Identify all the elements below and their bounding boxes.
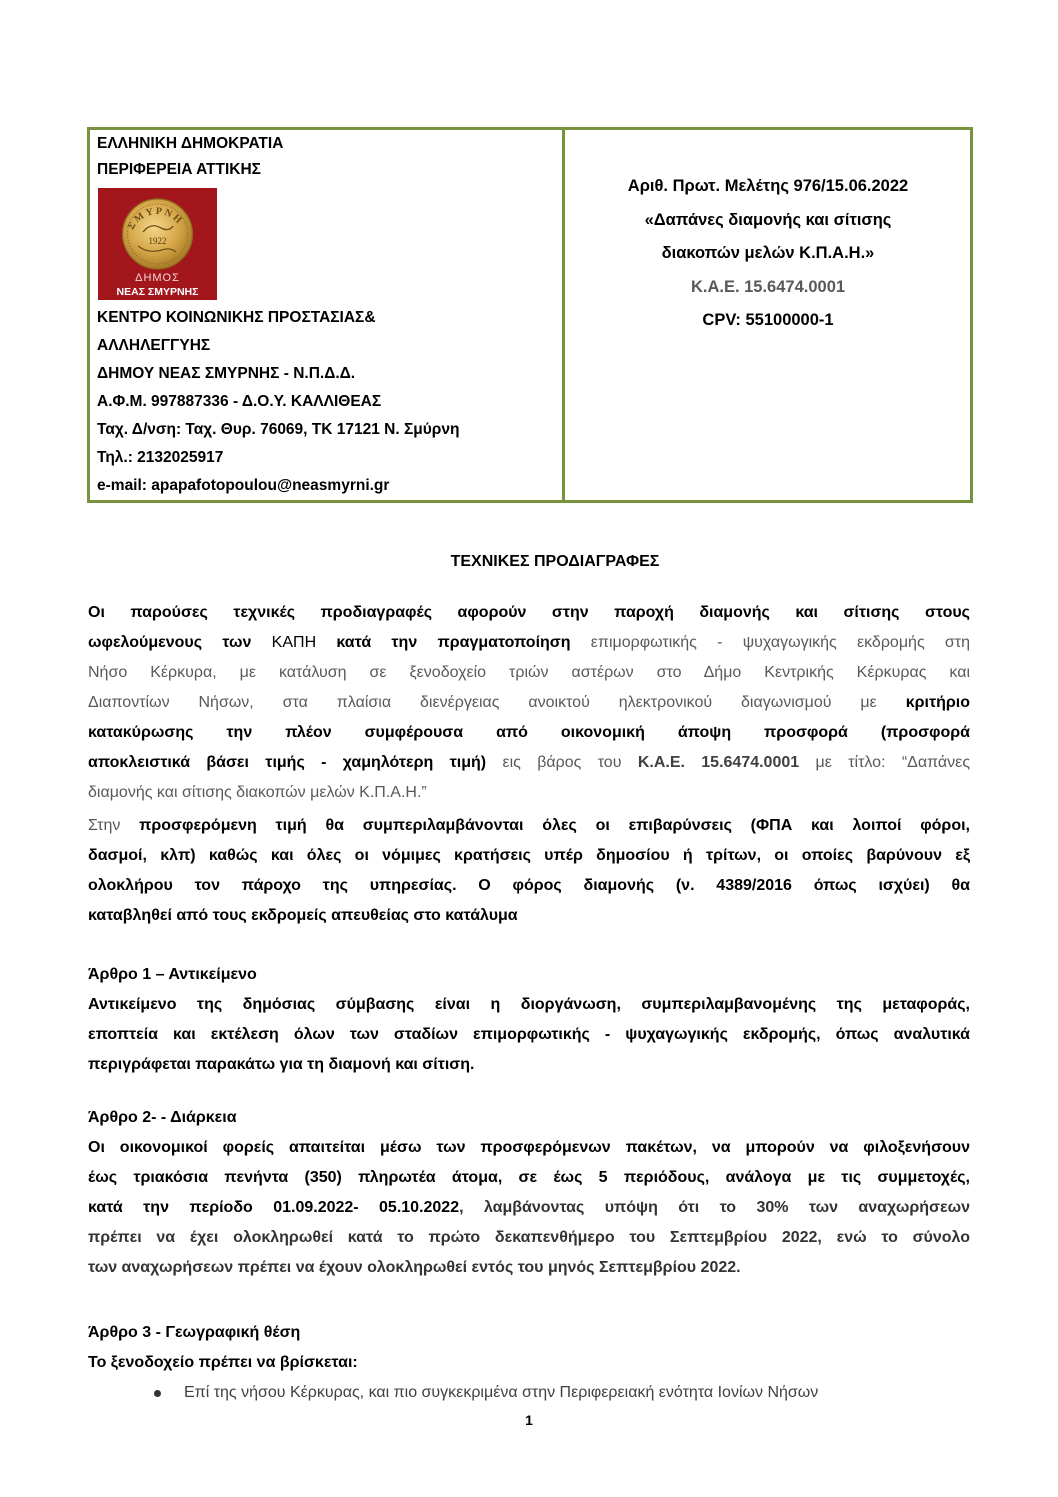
paragraph-line bbox=[88, 1133, 970, 1163]
bullet-list-item bbox=[88, 1378, 970, 1408]
paragraph-line bbox=[88, 1193, 970, 1223]
protocol-number: Αριθ. Πρωτ. Μελέτης 976/15.06.2022 bbox=[627, 177, 909, 195]
intro-paragraph bbox=[88, 598, 970, 808]
paragraph-line bbox=[88, 718, 970, 748]
page-number: 1 bbox=[525, 1412, 533, 1428]
text-segment: Διαποντίων Νήσων, στα πλαίσια διενέργειας ανοικτού ηλεκτρονικού διαγωνισμού με bbox=[88, 694, 877, 711]
study-reference bbox=[566, 170, 970, 338]
text-segment: ΚΑΠΗ bbox=[271, 634, 317, 651]
text-segment: κατά την περίοδο bbox=[88, 1199, 253, 1216]
article-heading: Άρθρο 3 - Γεωγραφική θέση bbox=[88, 1324, 301, 1341]
text-segment: Νήσο Κέρκυρα, με κατάλυση σε ξενοδοχείο τριών αστέρων στο Δήμο Κεντρικής Κέρκυρας και bbox=[88, 664, 970, 681]
text-segment: Το ξενοδοχείο πρέπει να βρίσκεται: bbox=[88, 1354, 358, 1371]
text-segment: κριτήριο bbox=[905, 694, 970, 711]
article-heading: Άρθρο 1 – Αντικείμενο bbox=[88, 966, 257, 983]
document-title: ΤΕΧΝΙΚΕΣ ΠΡΟΔΙΑΓΡΑΦΕΣ bbox=[450, 553, 660, 570]
paragraph-line bbox=[88, 748, 970, 778]
region-name: ΠΕΡΙΦΕΡΕΙΑ ΑΤΤΙΚΗΣ bbox=[97, 161, 261, 178]
article-1 bbox=[88, 960, 970, 1080]
text-segment: ολοκλήρου τον πάροχο της υπηρεσίας. Ο φόρος διαμονής (ν. 4389/2016 όπως ισχύει) θα bbox=[88, 877, 970, 894]
article-3 bbox=[88, 1318, 970, 1408]
paragraph-line bbox=[88, 901, 970, 931]
text-segment: , λαμβάνοντας υπόψη ότι το 30% των αναχωρήσεων bbox=[459, 1199, 970, 1216]
bullet-icon bbox=[154, 1390, 161, 1397]
paragraph-line bbox=[88, 658, 970, 688]
text-segment: επιμορφωτικής - ψυχαγωγικής εκδρομής στη bbox=[590, 634, 971, 651]
text-segment: με τίτλο: “Δαπάνες bbox=[815, 754, 971, 771]
text-segment: εις βάρος του bbox=[502, 754, 622, 771]
text-segment: κατά την πραγματοποίηση bbox=[336, 634, 571, 651]
logo-coin-year: 1922 bbox=[148, 236, 167, 246]
paragraph-line bbox=[88, 1020, 970, 1050]
org-tax-id: Α.Φ.Μ. 997887336 - Δ.Ο.Υ. ΚΑΛΛΙΘΕΑΣ bbox=[97, 393, 382, 410]
paragraph-line bbox=[88, 1253, 970, 1283]
org-name-line2: ΑΛΛΗΛΕΓΓΥΗΣ bbox=[97, 337, 211, 354]
text-segment: διαμονής και σίτισης διακοπών μελών Κ.Π.Α.Η.” bbox=[88, 784, 427, 801]
country-name: ΕΛΛΗΝΙΚΗ ΔΗΜΟΚΡΑΤΙΑ bbox=[97, 135, 284, 152]
text-segment: Οι οικονομικοί φορείς απαιτείται μέσω των προσφερόμενων πακέτων, να μπορούν να φιλοξενήσουν bbox=[88, 1139, 970, 1156]
organization-details bbox=[97, 304, 559, 500]
text-segment: δασμοί, κλπ) καθώς και όλες οι νόμιμες κρατήσεις υπέρ δημοσίου ή τρίτων, οι οποίες βαρύνουν εξ bbox=[88, 847, 970, 864]
municipality-logo bbox=[98, 188, 217, 300]
paragraph-line bbox=[88, 1163, 970, 1193]
paragraph-line bbox=[88, 1223, 970, 1253]
paragraph-line bbox=[88, 990, 970, 1020]
org-email: e-mail: apapafotopoulou@neasmyrni.gr bbox=[97, 477, 390, 494]
text-segment: Στην bbox=[88, 817, 121, 834]
paragraph-line bbox=[88, 598, 970, 628]
org-phone: Τηλ.: 2132025917 bbox=[97, 449, 224, 466]
text-segment: καταβληθεί από τους εκδρομείς απευθείας στο κατάλυμα bbox=[88, 907, 518, 924]
text-segment: πρέπει να έχει ολοκληρωθεί κατά το πρώτο δεκαπενθήμερο του Σεπτεμβρίου 2022, ενώ το σύνολο bbox=[88, 1229, 970, 1246]
paragraph-line bbox=[88, 1050, 970, 1080]
paragraph-line bbox=[88, 688, 970, 718]
logo-text-line1: ΔΗΜΟΣ bbox=[135, 272, 180, 284]
article-2 bbox=[88, 1103, 970, 1283]
paragraph-line bbox=[88, 811, 970, 841]
kae-code: Κ.Α.Ε. 15.6474.0001 bbox=[690, 277, 846, 296]
paragraph-line bbox=[88, 778, 970, 808]
text-segment: Αντικείμενο της δημόσιας σύμβασης είναι η διοργάνωση, συμπεριλαμβανομένης της μεταφοράς, bbox=[88, 996, 970, 1013]
pricing-paragraph bbox=[88, 811, 970, 931]
paragraph-line bbox=[88, 1348, 970, 1378]
text-segment: περιγράφεται παρακάτω για τη διαμονή και σίτιση. bbox=[88, 1056, 475, 1073]
text-segment: αποκλειστικά βάσει τιμής - χαμηλότερη τιμή) bbox=[88, 754, 487, 771]
org-legal-entity: ΔΗΜΟΥ ΝΕΑΣ ΣΜΥΡΝΗΣ - Ν.Π.Δ.Δ. bbox=[97, 365, 356, 382]
text-segment: Οι παρούσες τεχνικές προδιαγραφές αφορούν στην παροχή διαμονής και σίτισης στους bbox=[88, 604, 970, 621]
text-segment: εποπτεία και εκτέλεση όλων των σταδίων επιμορφωτικής - ψυχαγωγικής εκδρομής, όπως αναλυτικά bbox=[88, 1026, 970, 1043]
paragraph-line bbox=[88, 841, 970, 871]
header-table-divider bbox=[562, 127, 565, 503]
date-range: 01.09.2022- 05.10.2022 bbox=[273, 1199, 460, 1216]
kae-reference: Κ.Α.Ε. 15.6474.0001 bbox=[637, 754, 800, 771]
logo-coin-text: ΣΜΥΡΝΗ bbox=[125, 205, 186, 232]
text-segment: των αναχωρήσεων πρέπει να έχουν ολοκληρωθεί εντός του μηνός Σεπτεμβρίου 2022. bbox=[88, 1259, 741, 1276]
org-name-line1: ΚΕΝΤΡΟ ΚΟΙΝΩΝΙΚΗΣ ΠΡΟΣΤΑΣΙΑΣ& bbox=[97, 309, 376, 326]
study-title-line2: διακοπών μελών Κ.Π.Α.Η.» bbox=[661, 244, 875, 262]
article-heading: Άρθρο 2- - Διάρκεια bbox=[88, 1109, 237, 1126]
text-segment: προσφερόμενη τιμή θα συμπεριλαμβάνονται όλες οι επιβαρύνσεις (ΦΠΑ και λοιποί φόροι, bbox=[139, 817, 970, 834]
logo-text-line2: ΝΕΑΣ ΣΜΥΡΝΗΣ bbox=[116, 286, 199, 298]
text-segment: έως τριακόσια πενήντα (350) πληρωτέα άτομα, σε έως 5 περιόδους, ανάλογα με τις συμμετοχές, bbox=[88, 1169, 970, 1186]
bullet-text: Επί της νήσου Κέρκυρας, και πιο συγκεκριμένα στην Περιφερειακή ενότητα Ιονίων Νήσων bbox=[184, 1384, 819, 1401]
paragraph-line bbox=[88, 628, 970, 658]
text-segment: κατακύρωσης την πλέον συμφέρουσα από οικονομική άποψη προσφορά (προσφορά bbox=[88, 724, 970, 741]
text-segment: ωφελούμενους των bbox=[88, 634, 252, 651]
paragraph-line bbox=[88, 871, 970, 901]
study-title-line1: «Δαπάνες διαμονής και σίτισης bbox=[644, 210, 892, 229]
org-postal-address: Ταχ. Δ/νση: Ταχ. Θυρ. 76069, ΤΚ 17121 Ν. Σμύρνη bbox=[97, 421, 460, 438]
cpv-code: CPV: 55100000-1 bbox=[702, 311, 834, 329]
